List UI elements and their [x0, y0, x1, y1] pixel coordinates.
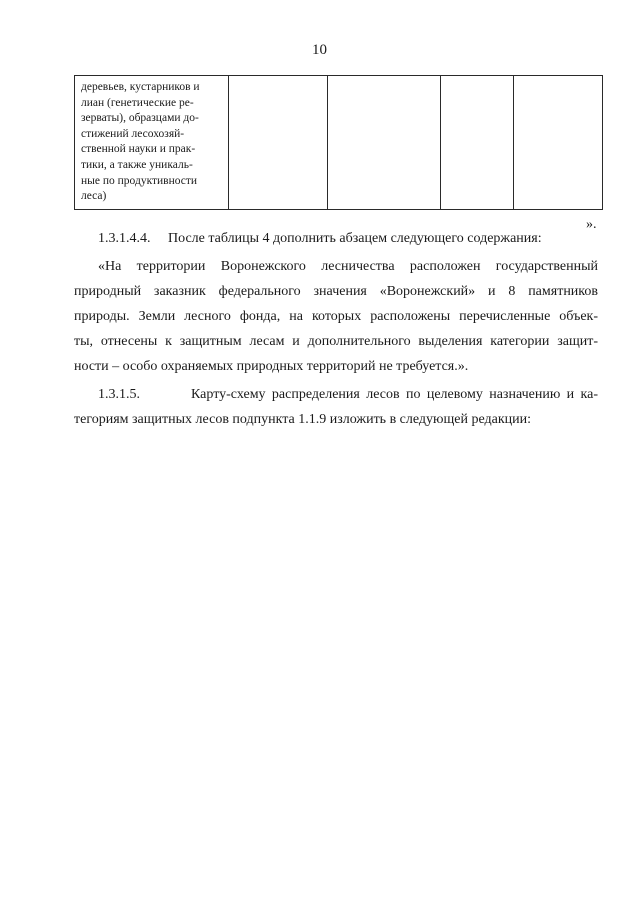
paragraph-1-3-1-4-4	[74, 226, 598, 251]
paragraph-1-3-1-5	[74, 382, 598, 432]
page-number: 10	[312, 42, 327, 58]
paragraph-line: природы. Земли лесного фонда, на которых расположены перечисленные объек-	[74, 309, 598, 324]
table-cell-line: стижений лесохозяй-	[81, 127, 185, 140]
table-cell-line: ственной науки и прак-	[81, 143, 196, 156]
document-table	[74, 75, 603, 210]
table-cell-empty	[328, 76, 441, 210]
item-text: После таблицы 4 дополнить абзацем следующего содержания:	[168, 231, 542, 246]
table-cell-line: леса)	[81, 190, 107, 203]
paragraph-text: «На территории Воронежского лесничества расположен государственный	[98, 259, 598, 274]
table-cell-empty	[229, 76, 328, 210]
table-cell-line: тики, а также уникаль-	[81, 158, 193, 171]
quoted-paragraph	[74, 254, 598, 379]
paragraph-line: ты, отнесены к защитным лесам и дополнительного выделения категории защит-	[74, 334, 598, 349]
paragraph-line: тегориям защитных лесов подпункта 1.1.9 изложить в следующей редакции:	[74, 412, 532, 427]
paragraph-line	[74, 382, 598, 407]
paragraph-line: природный заказник федерального значения «Воронежский» и 8 памятников	[74, 284, 598, 299]
table-cell-line: лиан (генетические ре-	[81, 96, 194, 109]
paragraph-line	[74, 254, 598, 279]
table-cell-empty	[441, 76, 514, 210]
closing-quote: ».	[586, 217, 597, 232]
table-cell-empty	[514, 76, 603, 210]
table-cell-description	[75, 76, 229, 210]
table-cell-text	[75, 76, 228, 209]
paragraph-line: ности – особо охраняемых природных территорий не требуется.».	[74, 359, 469, 374]
table-cell-line: ные по продуктивности	[81, 174, 198, 187]
table-cell-line: зерваты), образцами до-	[81, 112, 199, 125]
table-row	[75, 76, 603, 210]
item-number: 1.3.1.5.	[98, 387, 140, 402]
item-text: Карту-схему распределения лесов по целевому назначению и ка-	[191, 387, 599, 402]
paragraph-line	[74, 226, 598, 251]
table-cell-line: деревьев, кустарников и	[81, 81, 200, 93]
item-number: 1.3.1.4.4.	[98, 231, 151, 246]
